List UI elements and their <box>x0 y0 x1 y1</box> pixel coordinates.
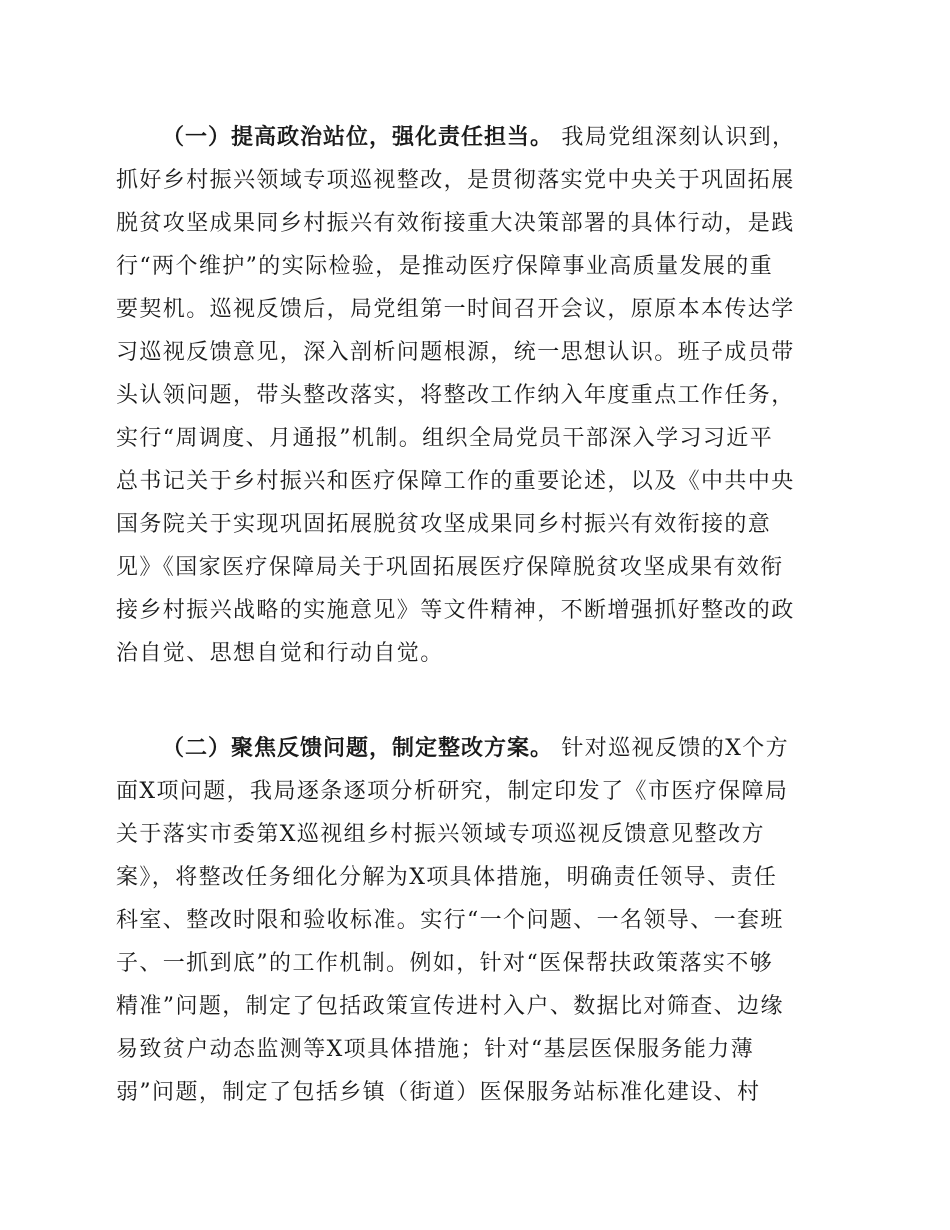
section1-line: 实行“周调度、月通报”机制。组织全局党员干部深入学习习近平 <box>116 426 774 451</box>
section2-line: 案》，将整改任务细化分解为X项具体措施，明确责任领导、责任 <box>116 865 778 890</box>
section1-first-line <box>162 123 795 153</box>
section2-first-line-text: 针对巡视反馈的X个方 <box>553 736 790 761</box>
section1-line: 脱贫攻坚成果同乡村振兴有效衔接重大决策部署的具体行动，是践 <box>116 211 795 236</box>
section1-line: 行“两个维护”的实际检验，是推动医疗保障事业高质量发展的重 <box>116 254 774 279</box>
section2-line: 子、一抓到底”的工作机制。例如，针对“医保帮扶政策落实不够 <box>116 951 774 976</box>
section2-line: 精准”问题，制定了包括政策宣传进村入户、数据比对筛查、边缘 <box>116 994 784 1019</box>
section1-line: 治自觉、思想自觉和行动自觉。 <box>116 641 444 666</box>
section1-line: 要契机。巡视反馈后，局党组第一时间召开会议，原原本本传达学 <box>116 297 795 322</box>
section2-line: 面X项问题，我局逐条逐项分析研究，制定印发了《市医疗保障局 <box>116 779 789 804</box>
section1-line: 抓好乡村振兴领域专项巡视整改，是贯彻落实党中央关于巩固拓展 <box>116 168 795 193</box>
section1-line: 总书记关于乡村振兴和医疗保障工作的重要论述，以及《中共中央 <box>116 469 795 494</box>
section2-line: 弱”问题，制定了包括乡镇（街道）医保服务站标准化建设、村 <box>116 1080 761 1105</box>
section1-line: 习巡视反馈意见，深入剖析问题根源，统一思想认识。班子成员带 <box>116 340 795 365</box>
section2-line: 易致贫户动态监测等X项具体措施；针对“基层医保服务能力薄 <box>116 1037 755 1062</box>
section2-first-line <box>162 734 789 764</box>
section2-line: 科室、整改时限和验收标准。实行“一个问题、一名领导、一套班 <box>116 908 784 933</box>
section1-line: 见》《国家医疗保障局关于巩固拓展医疗保障脱贫攻坚成果有效衔 <box>116 555 784 580</box>
section2-heading: （二）聚焦反馈问题，制定整改方案。 <box>162 736 554 761</box>
section1-heading: （一）提高政治站位，强化责任担当。 <box>162 125 554 150</box>
section2-line: 关于落实市委第X巡视组乡村振兴领域专项巡视反馈意见整改方 <box>116 822 765 847</box>
section1-first-line-text: 我局党组深刻认识到， <box>553 125 796 150</box>
section1-line: 国务院关于实现巩固拓展脱贫攻坚成果同乡村振兴有效衔接的意 <box>116 512 772 537</box>
section1-line: 接乡村振兴战略的实施意见》等文件精神，不断增强抓好整改的政 <box>116 598 795 623</box>
section1-line: 头认领问题，带头整改落实，将整改工作纳入年度重点工作任务， <box>116 383 795 408</box>
